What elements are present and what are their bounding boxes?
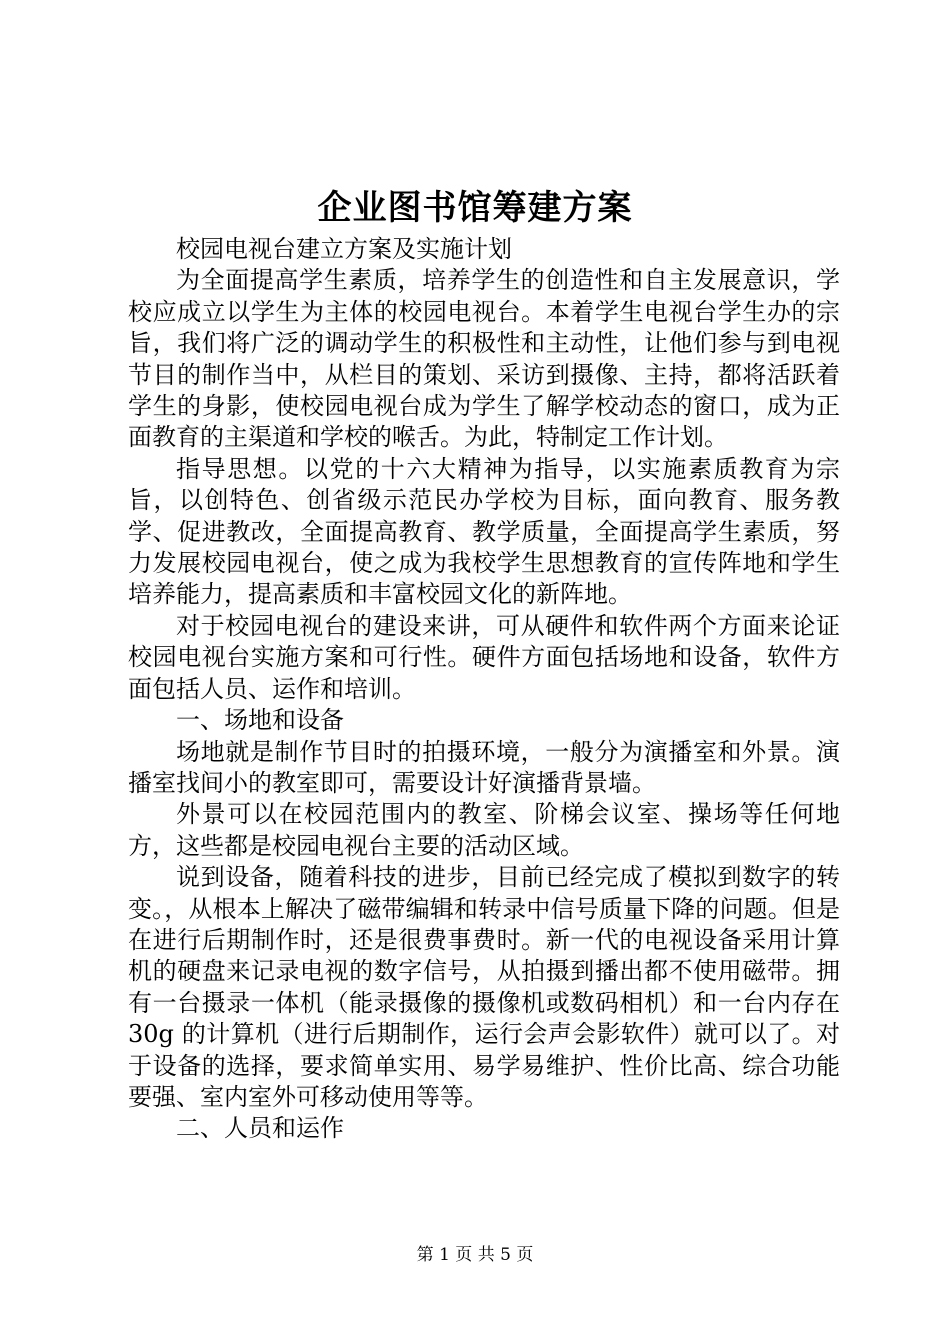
document-title: 企业图书馆筹建方案 <box>317 188 633 228</box>
page-number-footer: 第 1 页 共 5 页 <box>416 1245 534 1265</box>
outdoor-paragraph: 外景可以在校园范围内的教室、阶梯会议室、操场等任何地方，这些都是校园电视台主要的活动区域。 <box>128 800 840 860</box>
equipment-paragraph: 说到设备，随着科技的进步，目前已经完成了模拟到数字的转变。，从根本上解决了磁带编辑和转录中信号质量下降的问题。但是在进行后期制作时，还是很费事费时。新一代的电视设备采用计算机的硬盘来记录电视的数字信号，从拍摄到播出都不使用磁带。拥有一台摄录一体机（能录摄像的摄像机或数码相机）和一台内存在 30g 的计算机（进行后期制作，运行会声会影软件）就可以了。对于设备的选择，要求简单实用、易学易维护、性价比高、综合功能要强、室内室外可移动使用等等。 <box>128 863 840 1111</box>
section-heading-staff-operation: 二、人员和运作 <box>176 1114 344 1143</box>
section-heading-venue-equipment: 一、场地和设备 <box>176 706 344 735</box>
document-body <box>128 234 840 1145</box>
guiding-thought-paragraph: 指导思想。以党的十六大精神为指导，以实施素质教育为宗旨，以创特色、创省级示范民办学校为目标，面向教育、服务教学、促进教改，全面提高教育、教学质量，全面提高学生素质，努力发展校园电视台，使之成为我校学生思想教育的宣传阵地和学生培养能力，提高素质和丰富校园文化的新阵地。 <box>128 454 840 609</box>
intro-paragraph: 为全面提高学生素质，培养学生的创造性和自主发展意识，学校应成立以学生为主体的校园电视台。本着学生电视台学生办的宗旨，我们将广泛的调动学生的积极性和主动性，让他们参与到电视节目的制作当中，从栏目的策划、采访到摄像、主持，都将活跃着学生的身影，使校园电视台成为学生了解学校动态的窗口，成为正面教育的主渠道和学校的喉舌。为此，特制定工作计划。 <box>128 266 840 452</box>
construction-paragraph: 对于校园电视台的建设来讲，可从硬件和软件两个方面来论证校园电视台实施方案和可行性。硬件方面包括场地和设备，软件方面包括人员、运作和培训。 <box>128 611 840 703</box>
venue-paragraph: 场地就是制作节目时的拍摄环境，一般分为演播室和外景。演播室找间小的教室即可，需要设计好演播背景墙。 <box>128 737 840 797</box>
subtitle-paragraph: 校园电视台建立方案及实施计划 <box>176 235 512 263</box>
